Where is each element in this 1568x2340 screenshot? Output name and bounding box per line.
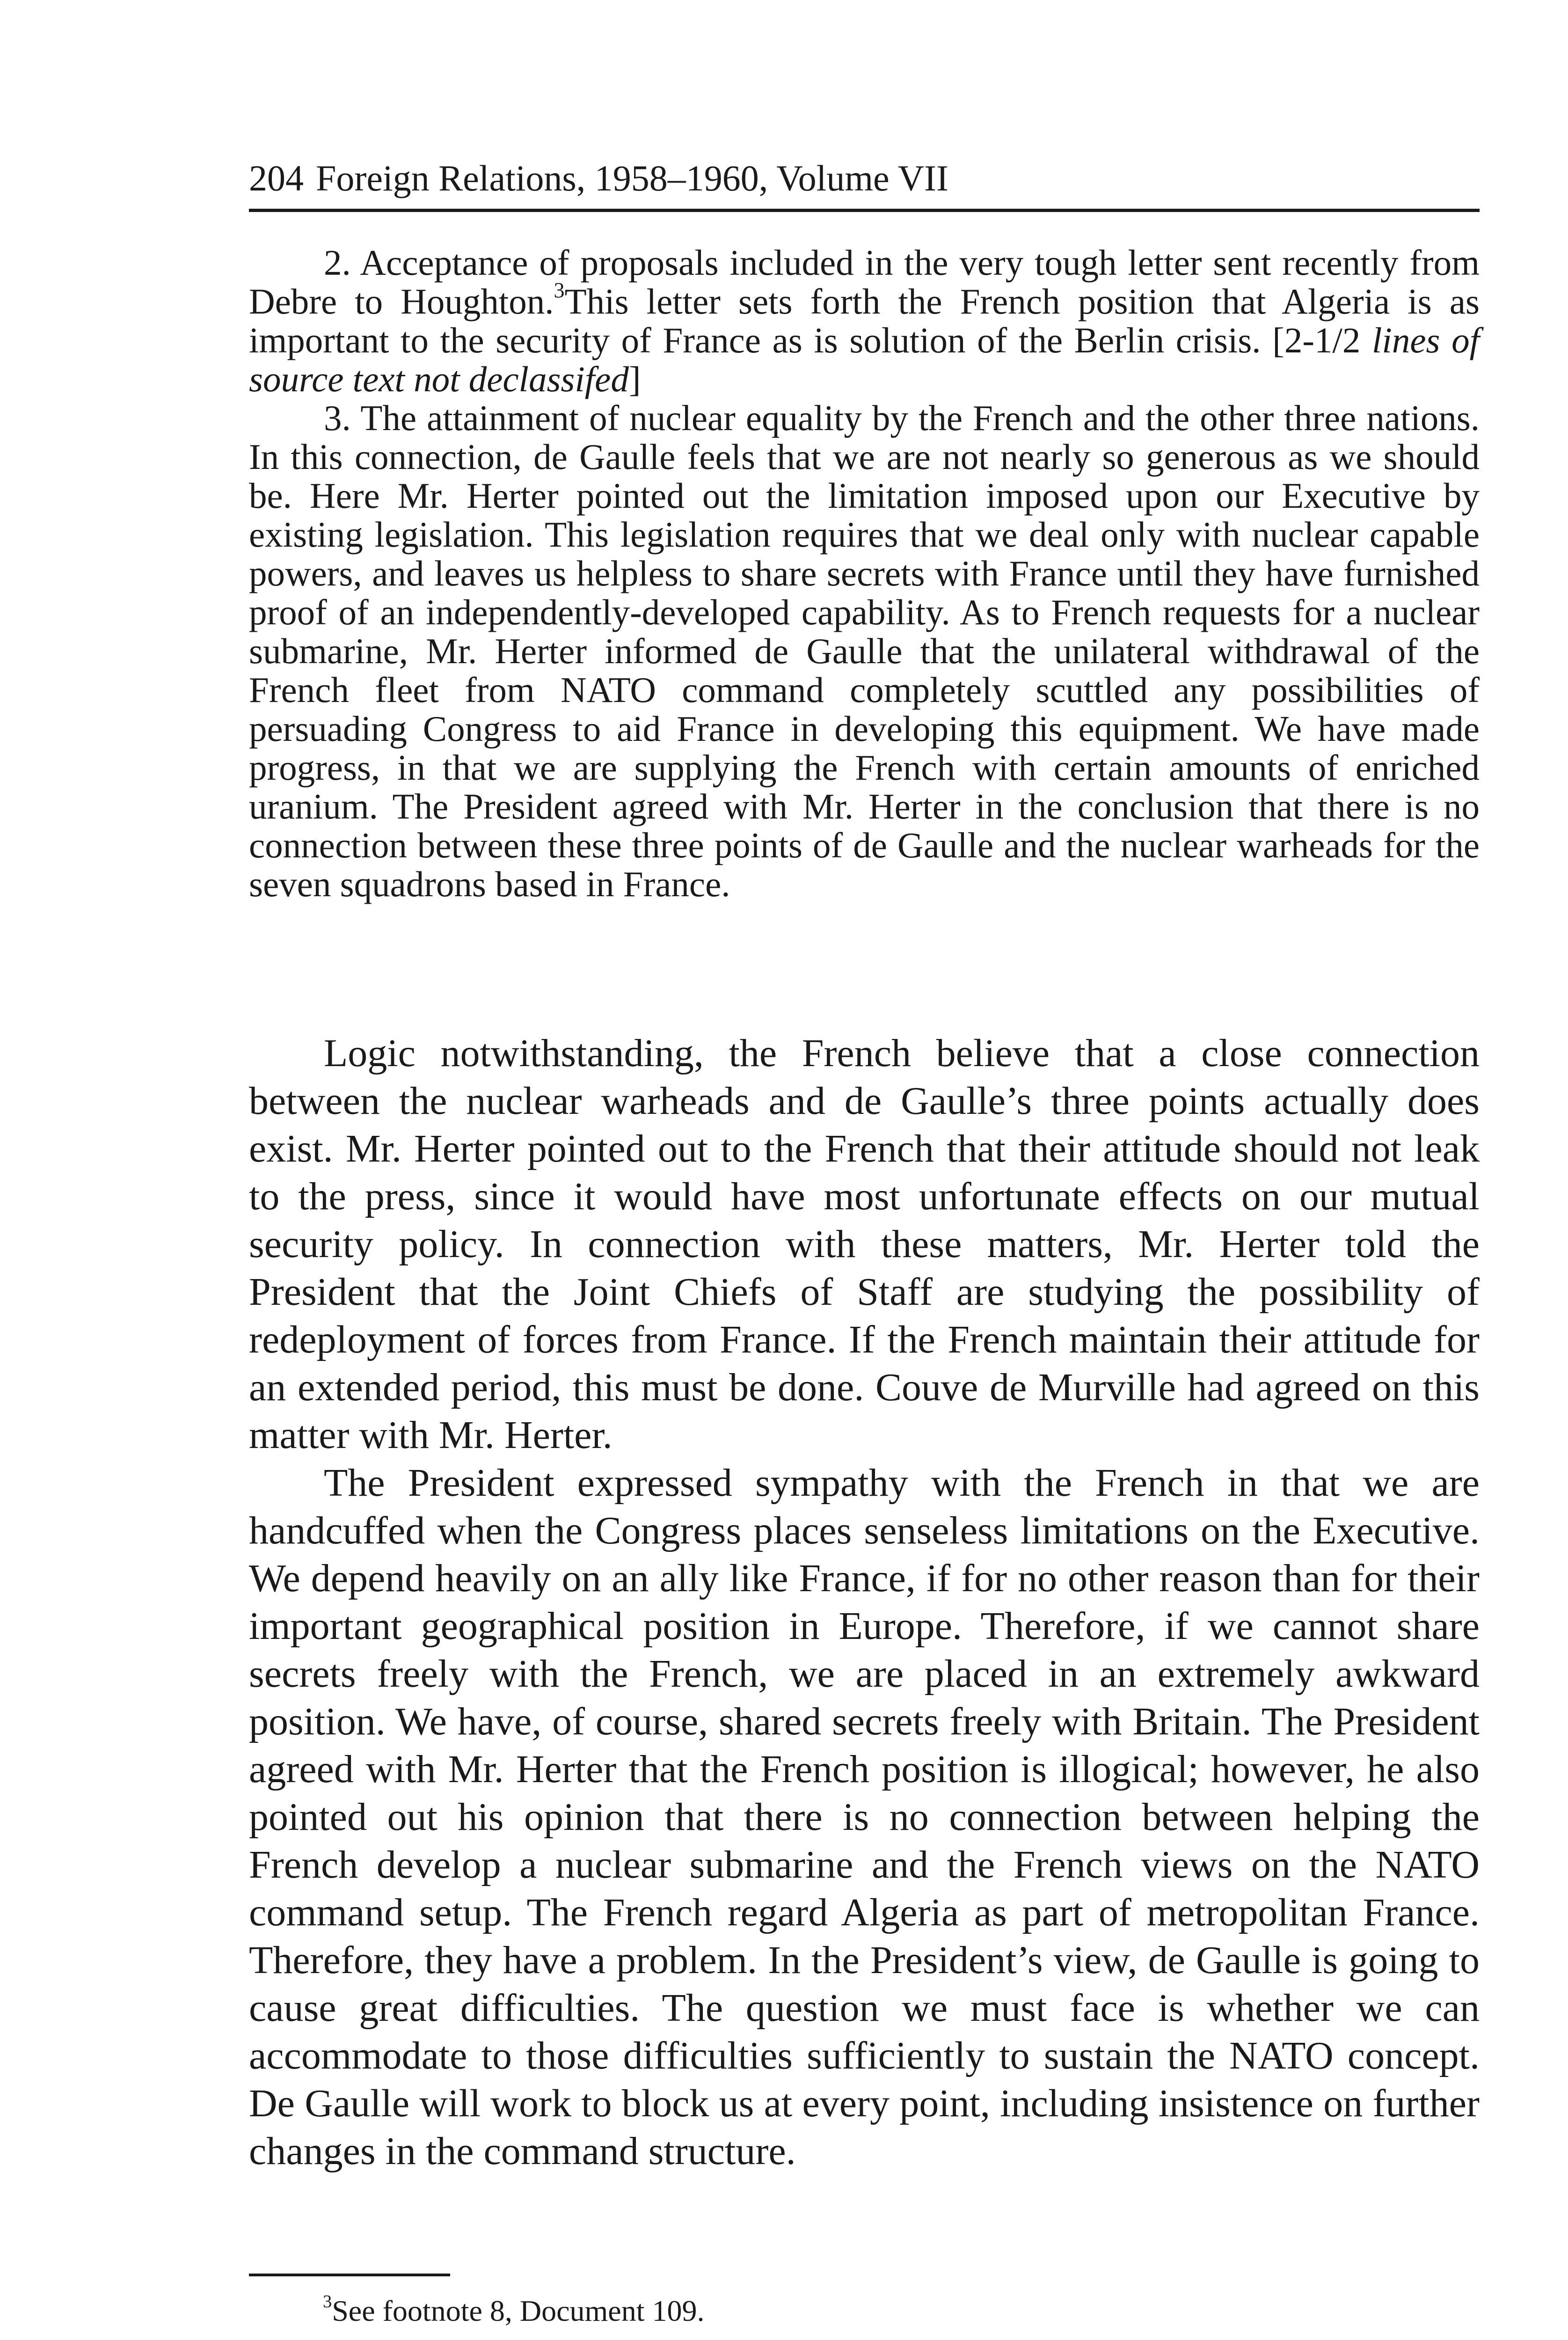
paragraph: The President expressed sympathy with the French in that we are handcuffed when the Congress places senseless limitations on the Executive. We depend heavily on an ally like France, if for no other reason than for their important geographical position in Europe. Therefore, if we cannot share secrets freely with the French, we are placed in an extremely awkward position. We have, of course, shared secrets freely with Britain. The President agreed with Mr. Herter that the French position is illogical; however, he also pointed out his opinion that there is no connection between helping the French develop a nuclear submarine and the French views on the NATO command setup. The French regard Algeria as part of metropolitan France. Therefore, they have a problem. In the President’s view, de Gaulle is going to cause great difficulties. The question we must face is whether we can accommodate to those difficulties sufficiently to sustain the NATO concept. De Gaulle will work to block us at every point, including insistence on further changes in the command structure.: [249, 1461, 1480, 2173]
footnote-rule: [249, 2274, 450, 2276]
footnote-text: See footnote 8, Document 109.: [332, 2294, 705, 2327]
point-3: 3. The attainment of nuclear equality by the French and the other three nations. In this connection, de Gaulle feels that we are not nearly so generous as we should be. Here Mr. Herter pointed out the limitation imposed upon our Executive by existing legislation. This legislation requires that we deal only with nuclear capable powers, and leaves us helpless to share secrets with France until they have furnished proof of an independently-developed capability. As to French requests for a nuclear submarine, Mr. Herter informed de Gaulle that the unilateral withdrawal of the French fleet from NATO command completely scuttled any possibilities of persuading Congress to aid France in developing this equipment. We have made progress, in that we are supplying the French with certain amounts of enriched uranium. The President agreed with Mr. Herter in the conclusion that there is no connection between these three points of de Gaulle and the nuclear warheads for the seven squadrons based in France.: [249, 398, 1480, 904]
page-number: 204: [249, 158, 304, 198]
footnote: [323, 2293, 704, 2329]
footnote-marker: 3: [323, 2292, 332, 2312]
numbered-points: [249, 243, 1480, 904]
point-2: 2. Acceptance of proposals included in the very tough letter sent recently from Debre to Houghton.$^3$This letter sets forth the French position that Algeria is as important to the security of France as is solution of the Berlin crisis. [2-1/2 lines of source text not declassifed]: [249, 242, 1480, 399]
editorial-note: lines of source text not declassifed: [249, 320, 1480, 399]
paragraph: Logic notwithstanding, the French believe that a close connection between the nuclear warheads and de Gaulle’s three points actually does exist. Mr. Herter pointed out to the French that their attitude should not leak to the press, since it would have most unfortunate effects on our mutual security policy. In connection with these matters, Mr. Herter told the President that the Joint Chiefs of Staff are studying the possibility of redeployment of forces from France. If the French maintain their attitude for an extended period, this must be done. Couve de Murville had agreed on this matter with Mr. Herter.: [249, 1031, 1480, 1457]
footnote-ref: 3: [554, 278, 565, 302]
volume-title: Foreign Relations, 1958–1960, Volume VII: [316, 158, 948, 198]
running-header: [249, 160, 1480, 197]
body-text: [249, 1030, 1480, 2175]
header-rule: [249, 209, 1480, 212]
